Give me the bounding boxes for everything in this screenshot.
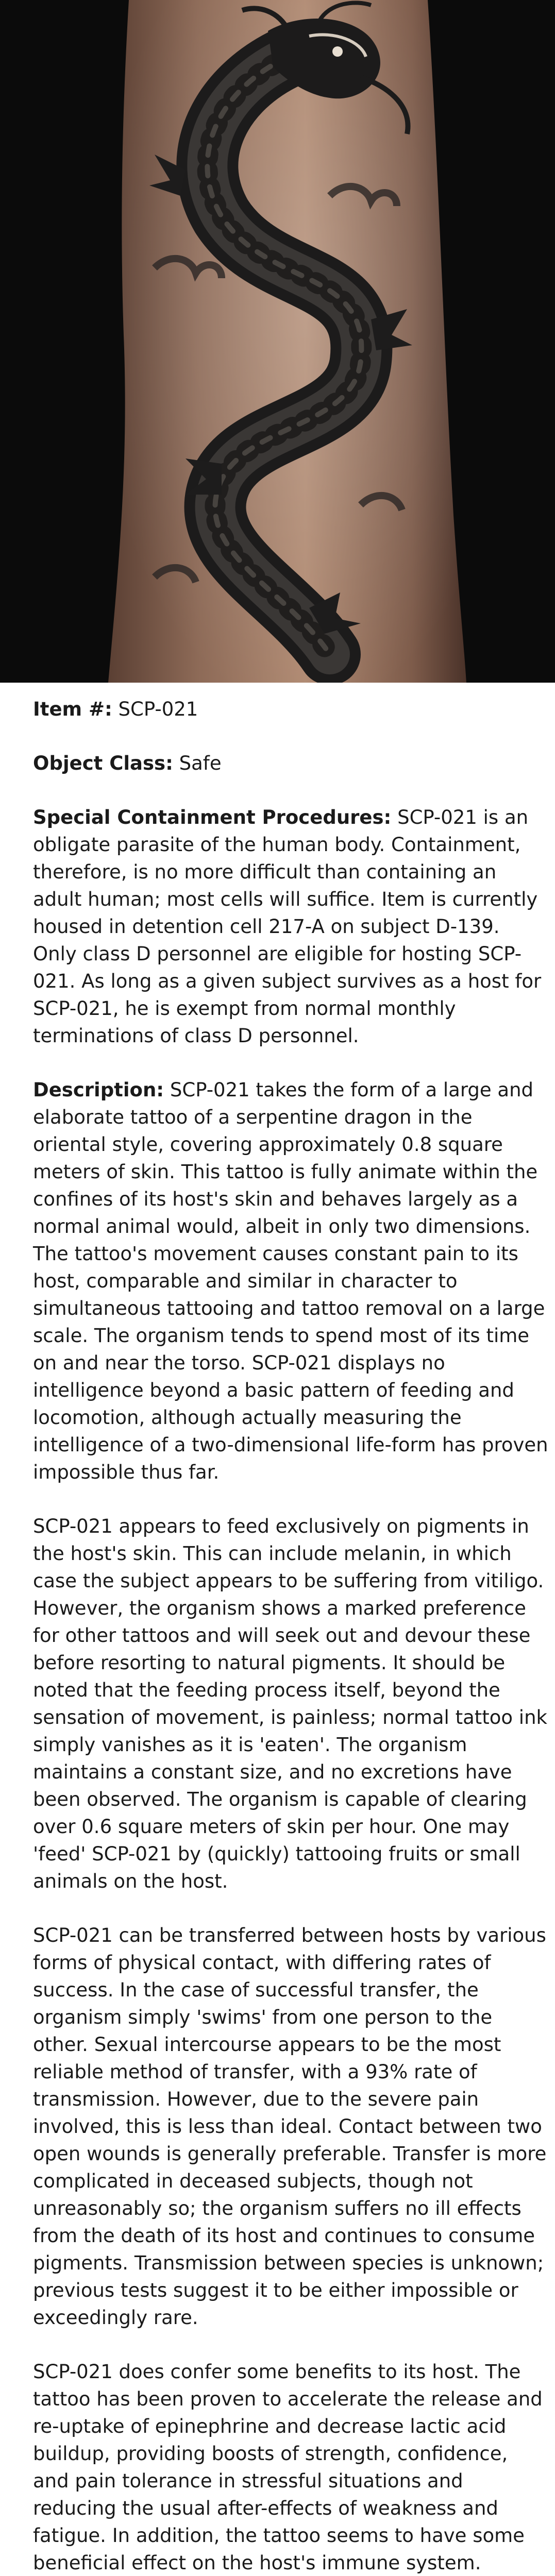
scp-article xyxy=(33,696,548,2576)
object-class-value: Safe xyxy=(179,752,222,774)
item-number-line xyxy=(33,696,548,723)
object-class-line xyxy=(33,750,548,777)
description-section xyxy=(33,1076,548,1486)
item-number-label: Item #: xyxy=(33,698,112,720)
benefits-paragraph: SCP-021 does confer some benefits to its host. The tattoo has been proven to accelerate the release and re-uptake of epinephrine and decrease lactic acid buildup, providing boosts of strength, confidence, and pain tolerance in stressful situations and reducing the usual after-effects of weakness and fatigue. In addition, the tattoo seems to have some beneficial effect on the host's immune system. xyxy=(33,2361,543,2574)
transfer-paragraph: SCP-021 can be transferred between hosts by various forms of physical contact, with differing rates of success. In the case of successful transfer, the organism simply 'swims' from one person to the other. Sexual intercourse appears to be the most reliable method of transfer, with a 93% rate of transmission. However, due to the severe pain involved, this is less than ideal. Contact between two open wounds is generally preferable. Transfer is more complicated in deceased subjects, though not unreasonably so; the organism suffers no ill effects from the death of its host and continues to consume pigments. Transmission between species is unknown; previous tests suggest it to be either impossible or exceedingly rare. xyxy=(33,1924,547,2329)
description-text: SCP-021 takes the form of a large and elaborate tattoo of a serpentine dragon in the oriental style, covering approximately 0.8 square meters of skin. This tattoo is fully animate within the confines of its host's skin and behaves largely as a normal animal would, albeit in only two dimensions. The tattoo's movement causes constant pain to its host, comparable and similar in character to simultaneous tattooing and tattoo removal on a large scale. The organism tends to spend most of its time on and near the torso. SCP-021 displays no intelligence beyond a basic pattern of feeding and locomotion, although actually measuring the intelligence of a two-dimensional life-form has proven impossible thus far. xyxy=(33,1079,548,1483)
dragon-tattoo-photo xyxy=(0,0,555,683)
containment-label: Special Containment Procedures: xyxy=(33,806,392,828)
description-label: Description: xyxy=(33,1079,164,1101)
containment-text: SCP-021 is an obligate parasite of the human body. Containment, therefore, is no more difficult than containing an adult human; most cells will suffice. Item is currently housed in detention cell 217-A on subject D-139. Only class D personnel are eligible for hosting SCP-021. As long as a given subject survives as a host for SCP-021, he is exempt from normal monthly terminations of class D personnel. xyxy=(33,806,542,1047)
containment-section xyxy=(33,804,548,1049)
dragon-tattoo-illustration xyxy=(0,0,555,683)
feeding-paragraph: SCP-021 appears to feed exclusively on pigments in the host's skin. This can include melanin, in which case the subject appears to be suffering from vitiligo. However, the organism shows a marked preference for other tattoos and will seek out and devour these before resorting to natural pigments. It should be noted that the feeding process itself, beyond the sensation of movement, is painless; normal tattoo ink simply vanishes as it is 'eaten'. The organism maintains a constant size, and no excretions have been observed. The organism is capable of clearing over 0.6 square meters of skin per hour. One may 'feed' SCP-021 by (quickly) tattooing fruits or small animals on the host. xyxy=(33,1515,547,1892)
object-class-label: Object Class: xyxy=(33,752,173,774)
item-number-value: SCP-021 xyxy=(118,698,198,720)
